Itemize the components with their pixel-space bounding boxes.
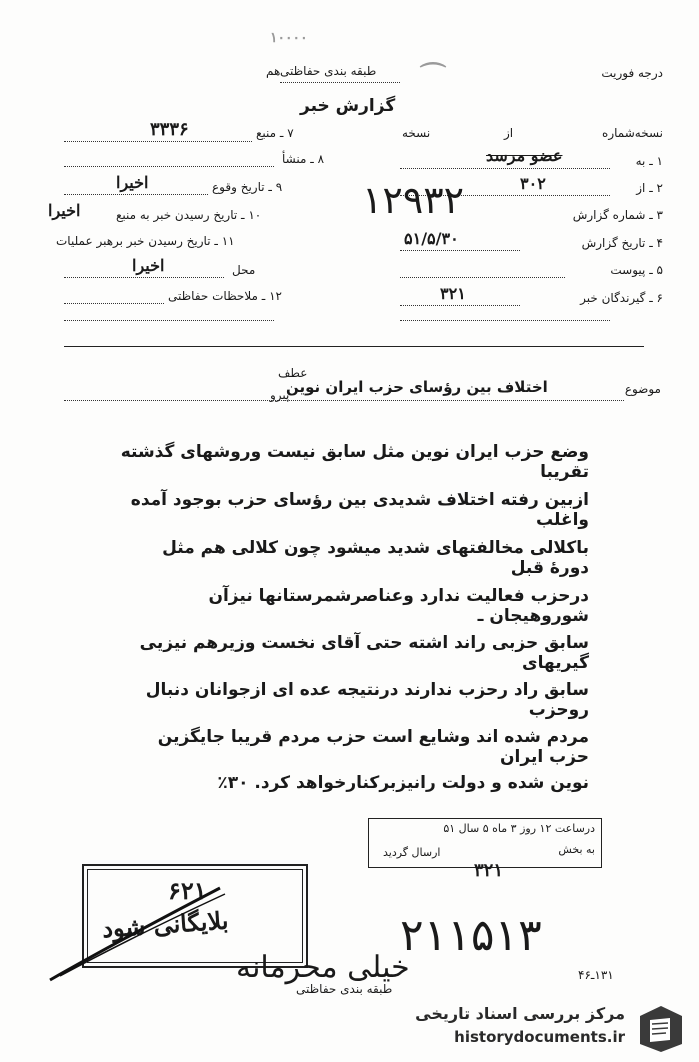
report-date-dots	[400, 250, 520, 251]
archive-stamp-text: بلایگانی شود	[101, 905, 230, 944]
report-date-value: ۵۱/۵/۳۰	[404, 229, 459, 248]
body-line-5: سابق حزبی راند اشته حتی آقای نخست وزیرهم نیزیی گیریهای	[139, 633, 589, 673]
received-chief-label: ۱۱ ـ تاریخ رسیدن خبر برهبر عملیات	[56, 234, 235, 248]
receipt-stamp-line3: ارسال گردید	[383, 846, 441, 859]
body-line-1: وضع حزب ایران نوین مثل سابق نیست وروشهای گذشته تقریبا	[120, 442, 589, 482]
event-date-value: اخیرا	[116, 173, 149, 192]
receipt-stamp-line1: درساعت ۱۲ روز ۳ ماه ۵ سال ۵۱	[443, 822, 595, 835]
receipt-stamp-number: ۳۲۱	[474, 860, 504, 881]
place-label: محل	[232, 263, 256, 277]
from2-value: ۳۰۲	[520, 174, 546, 193]
report-number-label: ۳ ـ شماره گزارش	[572, 208, 663, 222]
subject-dots	[64, 400, 624, 401]
receipt-stamp-line2: به بخش	[558, 843, 595, 856]
classification-mark: هم	[266, 64, 281, 78]
footer-code: ۱۳۱ـ۴۶	[578, 968, 614, 982]
report-title: گزارش خبر	[300, 96, 396, 116]
subject-annotation: عطف	[278, 366, 308, 380]
recipients-dots	[400, 305, 520, 306]
place-value: اخیرا	[132, 256, 165, 275]
footer-big-number: ۲۱۱۵۱۳	[400, 910, 542, 961]
body-line-4: درحزب فعالیت ندارد وعناصرشمرستانها نیزآن شوروهیجان ـ	[208, 586, 589, 626]
origin-label: ۸ ـ منشأ	[282, 152, 325, 166]
footer-classification-label: طبقه بندی حفاظتی	[296, 982, 393, 996]
origin-dots	[64, 166, 274, 167]
attachment-dots	[400, 277, 565, 278]
body-line-7: مردم شده اند وشایع است حزب مردم قریبا جایگزین حزب ایران	[157, 727, 589, 767]
body-line-8: نوین شده و دولت رانیزبرکنارخواهد کرد. ۳۰٪	[217, 773, 589, 793]
handwritten-strike	[40, 880, 240, 990]
archive-stamp-number: ۶۲۱	[168, 876, 207, 905]
copy-number-label: نسخه‌شماره	[602, 126, 663, 140]
source-value: ۳۳۳۶	[150, 119, 189, 140]
header-divider	[64, 346, 644, 347]
subject-label: موضوع	[624, 382, 661, 396]
to-value: عضو مرسد	[486, 146, 563, 165]
extra-dots-left	[64, 320, 274, 321]
report-number-value: ۱۲۹۳۲	[362, 178, 465, 222]
attachment-label: ۵ ـ پیوست	[610, 263, 663, 277]
subject-text: اختلاف بین رؤسای حزب ایران نوین	[286, 378, 548, 396]
event-date-label: ۹ ـ تاریخ وقوع	[212, 180, 283, 194]
subject-annotation2: پیرو	[270, 388, 290, 402]
archive-logo-icon	[638, 1004, 684, 1054]
to-label: ۱ ـ به	[635, 154, 663, 168]
to-dots	[400, 168, 610, 169]
watermark-title: مرکز بررسی اسناد تاریخی	[415, 1004, 625, 1023]
faint-stamp-mark: ⌒	[420, 62, 447, 92]
body-line-2: ازبین رفته اختلاف شدیدی بین رؤسای حزب بوجود آمده واغلب	[130, 490, 589, 530]
received-source-label: ۱۰ ـ تاریخ رسیدن خبر به منبع	[116, 208, 262, 222]
body-line-6: سابق راد رحزب ندارند درنتیجه عده ای ازجوانان دنبال روحزب	[145, 680, 589, 720]
source-label: ۷ ـ منبع	[256, 126, 294, 140]
classification-label: طبقه بندی حفاظتی	[280, 64, 377, 78]
event-date-dots	[64, 194, 208, 195]
place-dots	[64, 277, 224, 278]
recipients-label: ۶ ـ گیرندگان خبر	[580, 291, 663, 305]
security-notes-label: ۱۲ ـ ملاحظات حفاظتی	[168, 289, 282, 303]
source-dots	[64, 141, 252, 142]
body-line-3: باکلالی مخالفتهای شدید میشود چون کلالی هم مثل دورهٔ قبل	[162, 538, 589, 578]
received-source-value: اخیرا	[48, 201, 81, 220]
from-label: از	[504, 126, 514, 140]
watermark-url[interactable]: historydocuments.ir	[454, 1028, 625, 1046]
security-notes-dots	[64, 303, 164, 304]
report-date-label: ۴ ـ تاریخ گزارش	[581, 236, 663, 250]
copy-label: نسخه	[402, 126, 431, 140]
footer-handwritten: خیلی محرمانه	[236, 950, 410, 985]
from2-label: ۲ ـ از	[636, 181, 663, 195]
extra-dots-right	[400, 320, 610, 321]
faint-top-number: ۱۰۰۰۰	[270, 30, 308, 46]
header-underline	[280, 82, 400, 83]
priority-label: درجه فوریت	[601, 66, 663, 80]
recipients-value: ۳۲۱	[440, 284, 466, 303]
